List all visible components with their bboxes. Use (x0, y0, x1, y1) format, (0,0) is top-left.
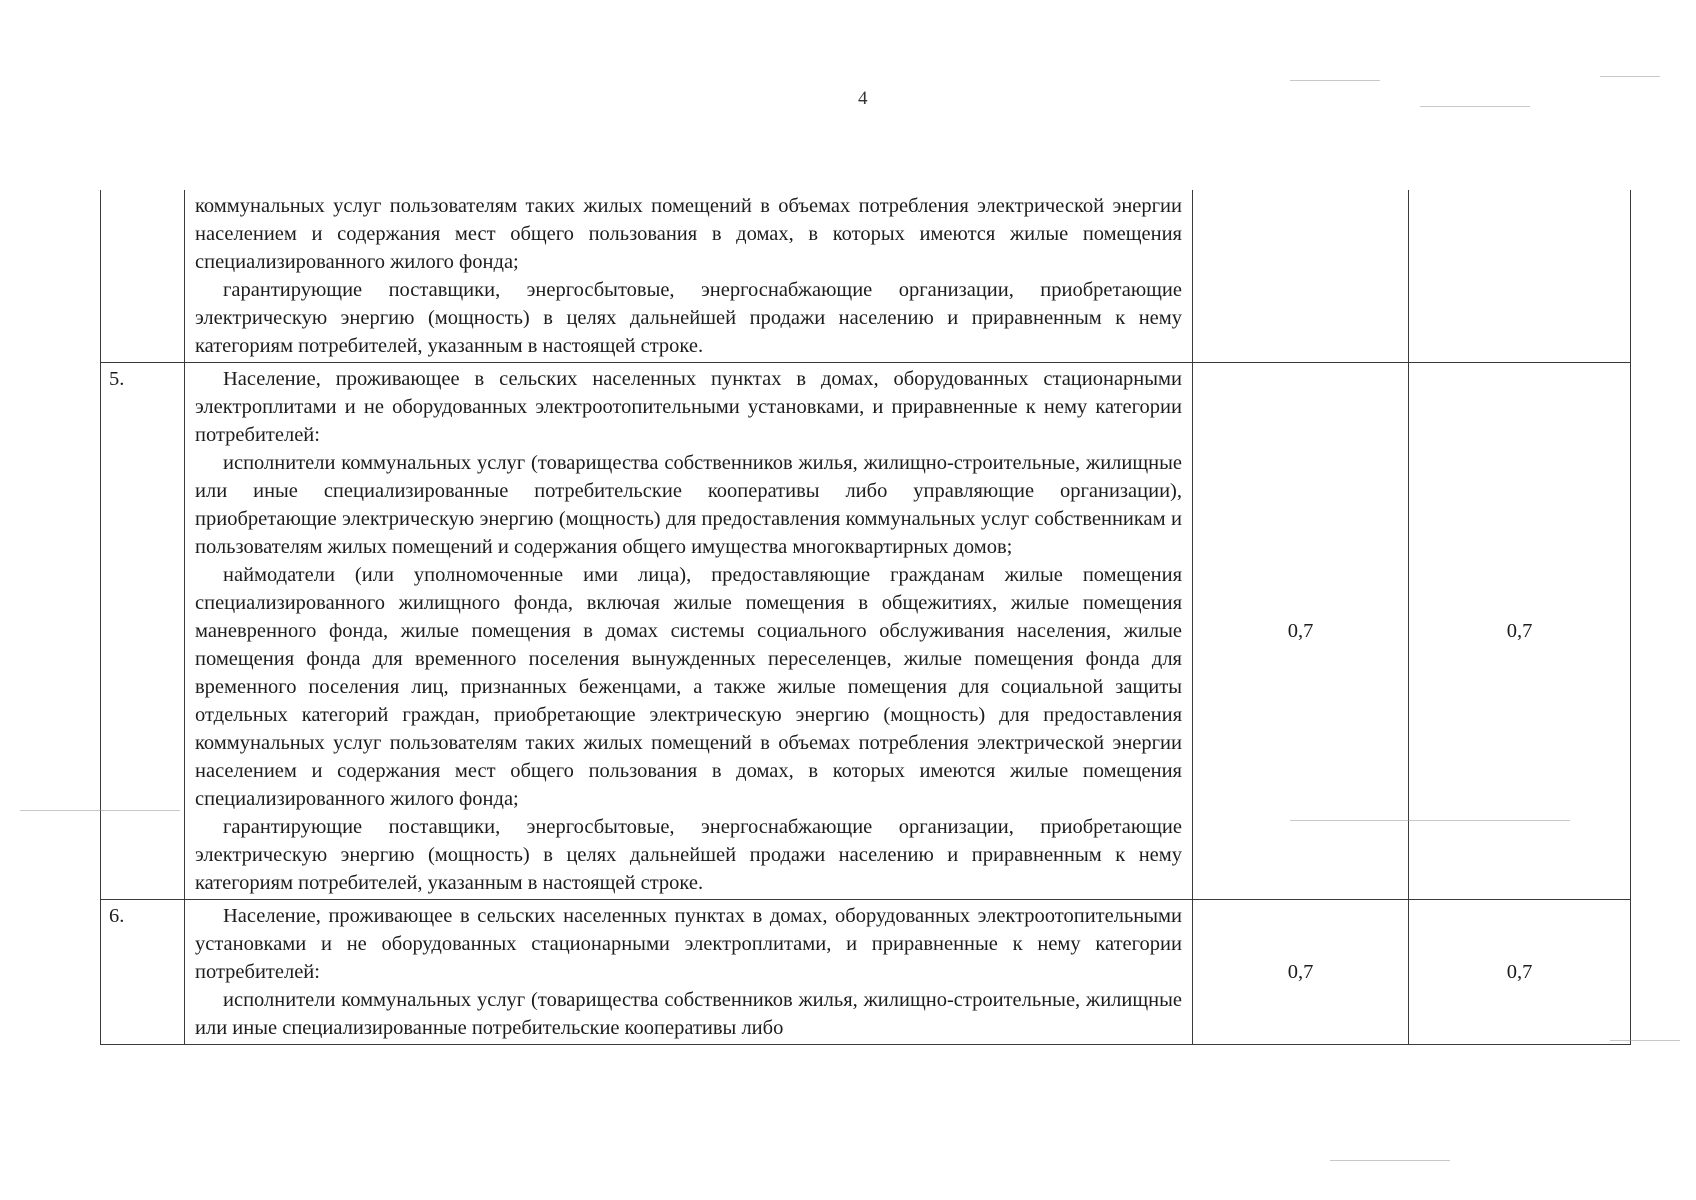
table-row (101, 190, 1631, 363)
description-cell (185, 900, 1193, 1045)
scan-artifact (1290, 820, 1570, 821)
paragraph: гарантирующие поставщики, энергосбытовые, энергоснабжающие организации, приобретающие электрическую энергию (мощность) в целях дальнейшей продажи населению и приравненным к нему категориям потребителей, указанным в настоящей строке. (195, 279, 1182, 357)
value-cell-2: 0,7 (1409, 900, 1631, 1045)
scan-artifact (1290, 80, 1380, 81)
value-cell-1: 0,7 (1193, 363, 1409, 900)
paragraph: коммунальных услуг пользователям таких жилых помещений в объемах потребления электрической энергии населением и содержания мест общего пользования в домах, в которых имеются жилые помещения специализированного жилого фонда; (195, 195, 1182, 273)
paragraph: гарантирующие поставщики, энергосбытовые, энергоснабжающие организации, приобретающие электрическую энергию (мощность) в целях дальнейшей продажи населению и приравненным к нему категориям потребителей, указанным в настоящей строке. (195, 816, 1182, 894)
row-number-cell: 5. (101, 363, 185, 900)
scan-artifact (1420, 106, 1530, 107)
description-cell (185, 190, 1193, 363)
value-cell-1: 0,7 (1193, 900, 1409, 1045)
value-cell-2: 0,7 (1409, 363, 1631, 900)
row-number-cell: 6. (101, 900, 185, 1045)
scan-artifact (1600, 76, 1660, 77)
page-number: 4 (858, 88, 868, 109)
value-cell-2 (1409, 190, 1631, 363)
table-row (101, 363, 1631, 900)
paragraph: наймодатели (или уполномоченные ими лица), предоставляющие гражданам жилые помещения специализированного жилищного фонда, включая жилые помещения в общежитиях, жилые помещения маневренного фонда, жилые помещения в домах системы социального обслуживания населения, жилые помещения фонда для временного поселения вынужденных переселенцев, жилые помещения фонда для временного поселения лиц, признанных беженцами, а также жилые помещения для социальной защиты отдельных категорий граждан, приобретающие электрическую энергию (мощность) для предоставления коммунальных услуг пользователям таких жилых помещений в объемах потребления электрической энергии населением и содержания мест общего пользования в домах, в которых имеются жилые помещения специализированного жилого фонда; (195, 564, 1182, 810)
scan-artifact (1610, 1040, 1680, 1041)
tariff-table (100, 190, 1631, 1045)
scan-artifact (20, 810, 180, 811)
value-cell-1 (1193, 190, 1409, 363)
paragraph: исполнители коммунальных услуг (товарищества собственников жилья, жилищно-строительные, жилищные или иные специализированные потребительские кооперативы либо управляющие организации), приобретающие электрическую энергию (мощность) для предоставления коммунальных услуг собственникам и пользователям жилых помещений и содержания общего имущества многоквартирных домов; (195, 452, 1182, 558)
paragraph: Население, проживающее в сельских населенных пунктах в домах, оборудованных электроотопительными установками и не оборудованных стационарными электроплитами, и приравненные к нему категории потребителей: (195, 905, 1182, 983)
paragraph: исполнители коммунальных услуг (товарищества собственников жилья, жилищно-строительные, жилищные или иные специализированные потребительские кооперативы либо (195, 989, 1182, 1039)
table-row (101, 900, 1631, 1045)
description-cell (185, 363, 1193, 900)
paragraph: Население, проживающее в сельских населенных пунктах в домах, оборудованных стационарными электроплитами и не оборудованных электроотопительными установками, и приравненные к нему категории потребителей: (195, 368, 1182, 446)
scan-artifact (1330, 1160, 1450, 1161)
row-number-cell (101, 190, 185, 363)
